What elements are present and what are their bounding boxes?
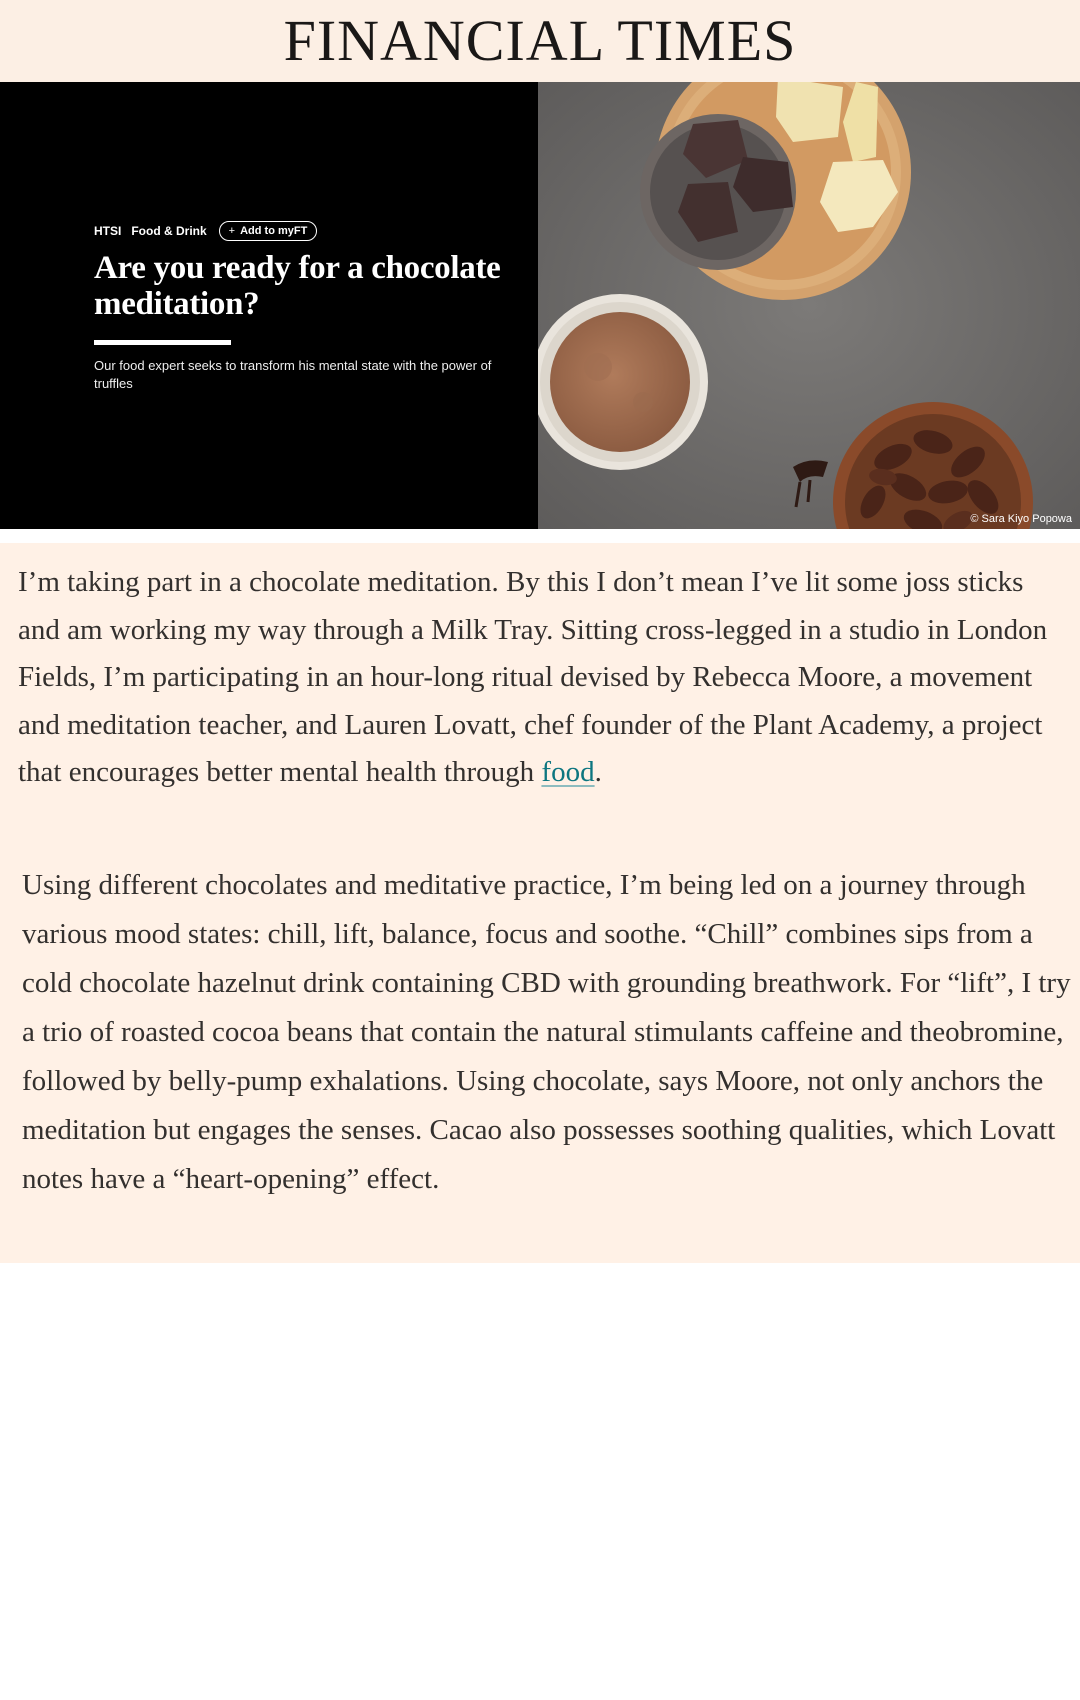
paragraph-1-text: I’m taking part in a chocolate meditation. By this I don’t mean I’ve lit some joss sticks and am working my way through a Milk Tray. Sitting cross-legged in a studio in London Fields, I’m participating in an hour-long ritual devised by Rebecca Moore, a movement and meditation teacher, and Lauren Lovatt, chef founder of the Plant Academy, a project that encourages better mental health through: [18, 566, 1048, 788]
hero-image: [538, 82, 1080, 529]
hero-meta: [94, 221, 317, 241]
article-standfirst: Our food expert seeks to transform his mental state with the power of truffles: [94, 358, 492, 391]
add-to-myft-label: Add to myFT: [240, 225, 308, 237]
section-link-htsi[interactable]: HTSI: [94, 224, 122, 238]
paragraph-1-end: .: [594, 756, 602, 788]
plus-icon: +: [228, 225, 236, 237]
section-link-food-drink[interactable]: Food & Drink: [131, 224, 207, 238]
hero-text-panel: [0, 82, 538, 529]
article-paragraph-1: [18, 559, 1068, 797]
photo-credit: © Sara Kiyo Popowa: [970, 513, 1072, 525]
chocolate-still-life-image: [538, 82, 1080, 529]
headline-divider: [94, 340, 231, 345]
article-paragraph-2: Using different chocolates and meditative practice, I’m being led on a journey through various mood states: chill, lift, balance, focus and soothe. “Chill” combines sips from a cold chocolate hazelnut drink containing CBD with grounding breathwork. For “lift”, I try a trio of roasted cocoa beans that contain the natural stimulants caffeine and theobromine, followed by belly-pump exhalations. Using chocolate, says Moore, not only anchors the meditation but engages the senses. Cacao also possesses soothing qualities, which Lovatt notes have a “heart-opening” effect.: [22, 869, 1071, 1195]
article-body: [0, 543, 1080, 1263]
article-headline: Are you ready for a chocolate meditation?: [94, 250, 501, 322]
article-hero: [0, 82, 1080, 529]
ft-logo[interactable]: FINANCIAL TIMES: [283, 8, 797, 73]
add-to-myft-button[interactable]: [219, 221, 318, 241]
food-link[interactable]: food: [541, 756, 595, 788]
masthead: [0, 0, 1080, 82]
